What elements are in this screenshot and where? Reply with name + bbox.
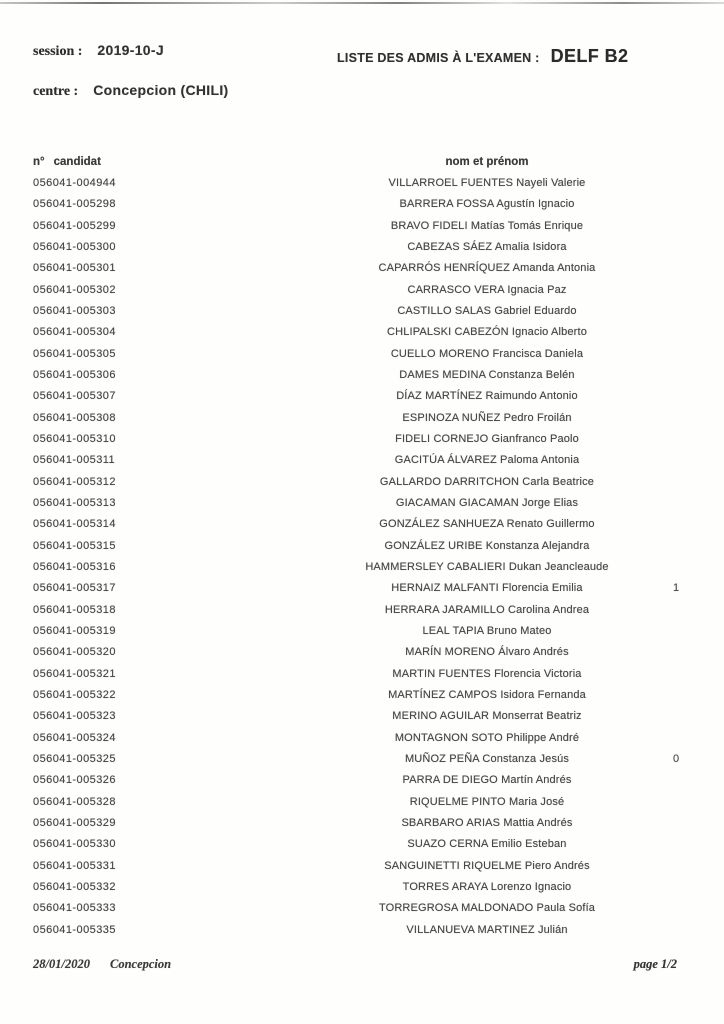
candidate-name: PARRA DE DIEGO Martín Andrés (402, 774, 572, 787)
table-row (0, 748, 724, 769)
centre-label: centre : (33, 84, 79, 99)
candidate-number: 056041-005322 (33, 689, 116, 702)
session-label: session : (33, 44, 83, 59)
scan-edge-artifact (0, 2, 724, 4)
candidate-number: 056041-005308 (33, 411, 116, 424)
candidate-number: 056041-005321 (33, 667, 116, 680)
candidate-number: 056041-005303 (33, 305, 116, 318)
table-row (0, 492, 724, 513)
candidate-number: 056041-005310 (33, 433, 116, 446)
candidate-name: MARTÍNEZ CAMPOS Isidora Fernanda (388, 689, 586, 702)
table-row (0, 279, 724, 300)
table-row (0, 620, 724, 641)
candidate-name: MARÍN MORENO Álvaro Andrés (405, 646, 569, 659)
candidate-name: CARRASCO VERA Ignacia Paz (407, 283, 567, 296)
page-number: page 1/2 (633, 957, 677, 971)
candidate-name: VILLARROEL FUENTES Nayeli Valerie (388, 177, 586, 190)
table-row (0, 855, 724, 876)
candidate-number: 056041-005326 (33, 774, 116, 787)
candidate-number: 056041-005329 (33, 817, 116, 829)
candidate-name: MONTAGNON SOTO Philippe André (394, 731, 580, 744)
table-row (0, 428, 724, 449)
table-row (0, 386, 724, 407)
table-row (0, 599, 724, 620)
candidate-name: GALLARDO DARRITCHON Carla Beatrice (379, 475, 595, 488)
candidate-name: CUELLO MORENO Francisca Daniela (390, 347, 584, 360)
candidate-number: 056041-005312 (33, 475, 116, 488)
candidate-number: 056041-005298 (33, 198, 116, 211)
table-row (0, 642, 724, 663)
session-line (33, 42, 164, 60)
candidate-list (0, 173, 724, 941)
candidate-name: CABEZAS SÁEZ Amalia Isidora (407, 241, 567, 254)
session-value: 2019-10-J (97, 42, 164, 58)
candidate-number: 056041-005304 (33, 326, 116, 339)
candidate-number: 056041-005311 (33, 454, 116, 467)
candidate-name: GONZÁLEZ SANHUEZA Renato Guillermo (379, 518, 595, 531)
table-row (0, 215, 724, 236)
table-row (0, 450, 724, 471)
candidate-name: LEAL TAPIA Bruno Mateo (422, 625, 552, 638)
table-row (0, 194, 724, 215)
candidate-number: 056041-005306 (33, 369, 116, 382)
candidate-name: BARRERA FOSSA Agustín Ignacio (399, 198, 575, 211)
candidate-name: RIQUELME PINTO Maria José (409, 795, 565, 808)
candidate-name: GIACAMAN GIACAMAN Jorge Elias (395, 497, 579, 510)
table-row (0, 812, 724, 833)
candidate-number: 056041-005323 (33, 710, 116, 723)
candidate-number: 056041-005301 (33, 262, 116, 275)
candidate-number: 056041-005333 (33, 902, 116, 915)
candidate-name: HAMMERSLEY CABALIERI Dukan Jeancleaude (365, 561, 609, 574)
table-row (0, 770, 724, 791)
candidate-number: 056041-005299 (33, 219, 116, 232)
candidate-number: 056041-005300 (33, 241, 116, 254)
table-row (0, 343, 724, 364)
candidate-number: 056041-005315 (33, 539, 116, 552)
table-row (0, 578, 724, 599)
candidate-name: GONZÁLEZ URIBE Konstanza Alejandra (384, 539, 590, 552)
candidate-number: 056041-005317 (33, 582, 116, 595)
table-row (0, 535, 724, 556)
candidate-number: 056041-005330 (33, 838, 116, 851)
centre-value: Concepcion (CHILI) (93, 82, 229, 98)
table-row (0, 791, 724, 812)
column-header-name: nom et prénom (445, 156, 529, 168)
candidate-number: 056041-005324 (33, 731, 116, 744)
table-row (0, 364, 724, 385)
candidate-name: VILLANUEVA MARTINEZ Julián (406, 923, 568, 936)
margin-annotation: 0 (672, 753, 680, 766)
table-row (0, 514, 724, 535)
candidate-name: TORRES ARAYA Lorenzo Ignacio (402, 880, 572, 893)
candidate-name: BRAVO FIDELI Matías Tomás Enrique (390, 219, 584, 232)
candidate-name: SBARBARO ARIAS Mattia Andrés (401, 817, 573, 829)
candidate-number: 056041-005332 (33, 880, 116, 893)
title-label: LISTE DES ADMIS À L'EXAMEN : (337, 51, 540, 65)
candidate-name: HERRARA JARAMILLO Carolina Andrea (384, 603, 590, 616)
candidate-name: CASTILLO SALAS Gabriel Eduardo (397, 305, 577, 318)
candidate-number: 056041-005328 (33, 795, 116, 808)
footer-centre: Concepcion (110, 957, 172, 971)
candidate-name: SUAZO CERNA Emilio Esteban (407, 838, 567, 851)
table-row (0, 684, 724, 705)
table-row (0, 919, 724, 940)
candidate-name: MERINO AGUILAR Monserrat Beatriz (392, 710, 582, 723)
candidate-number: 056041-004944 (33, 177, 116, 190)
table-row (0, 322, 724, 343)
document-title (337, 46, 628, 67)
table-column-headers (0, 156, 724, 171)
candidate-number: 056041-005325 (33, 753, 116, 766)
candidate-number: 056041-005319 (33, 625, 116, 638)
candidate-name: DÍAZ MARTÍNEZ Raimundo Antonio (396, 390, 578, 403)
table-row (0, 407, 724, 428)
table-row (0, 300, 724, 321)
candidate-number: 056041-005305 (33, 347, 116, 360)
candidate-name: MARTIN FUENTES Florencia Victoria (392, 667, 582, 680)
footer-date: 28/01/2020 (33, 957, 90, 971)
table-row (0, 471, 724, 492)
candidate-number: 056041-005320 (33, 646, 116, 659)
page-footer (0, 957, 724, 975)
table-row (0, 236, 724, 257)
candidate-number: 056041-005331 (33, 859, 116, 872)
candidate-number: 056041-005313 (33, 497, 116, 510)
table-row (0, 663, 724, 684)
table-row (0, 898, 724, 919)
candidate-name: CHLIPALSKI CABEZÓN Ignacio Alberto (387, 326, 587, 339)
candidate-name: CAPARRÓS HENRÍQUEZ Amanda Antonia (378, 262, 596, 275)
column-header-candidate-number: n° candidat (33, 156, 101, 168)
candidate-number: 056041-005318 (33, 603, 116, 616)
table-row (0, 834, 724, 855)
candidate-number: 056041-005335 (33, 923, 116, 936)
candidate-number: 056041-005314 (33, 518, 116, 531)
candidate-name: TORREGROSA MALDONADO Paula Sofía (378, 902, 596, 915)
candidate-name: DAMES MEDINA Constanza Belén (399, 369, 575, 382)
candidate-number: 056041-005307 (33, 390, 116, 403)
candidate-number: 056041-005316 (33, 561, 116, 574)
table-row (0, 258, 724, 279)
candidate-number: 056041-005302 (33, 283, 116, 296)
centre-line (33, 82, 229, 100)
table-row (0, 727, 724, 748)
table-row (0, 706, 724, 727)
candidate-name: FIDELI CORNEJO Gianfranco Paolo (395, 433, 579, 446)
candidate-name: MUÑOZ PEÑA Constanza Jesús (404, 753, 570, 766)
exam-name: DELF B2 (550, 46, 629, 66)
candidate-name: HERNAIZ MALFANTI Florencia Emilia (391, 582, 583, 595)
candidate-name: SANGUINETTI RIQUELME Piero Andrés (384, 859, 590, 872)
table-row (0, 173, 724, 194)
margin-annotation: 1 (672, 582, 680, 595)
candidate-name: GACITÚA ÁLVAREZ Paloma Antonia (394, 454, 580, 467)
table-row (0, 876, 724, 897)
table-row (0, 556, 724, 577)
candidate-name: ESPINOZA NUÑEZ Pedro Froilán (402, 411, 572, 424)
